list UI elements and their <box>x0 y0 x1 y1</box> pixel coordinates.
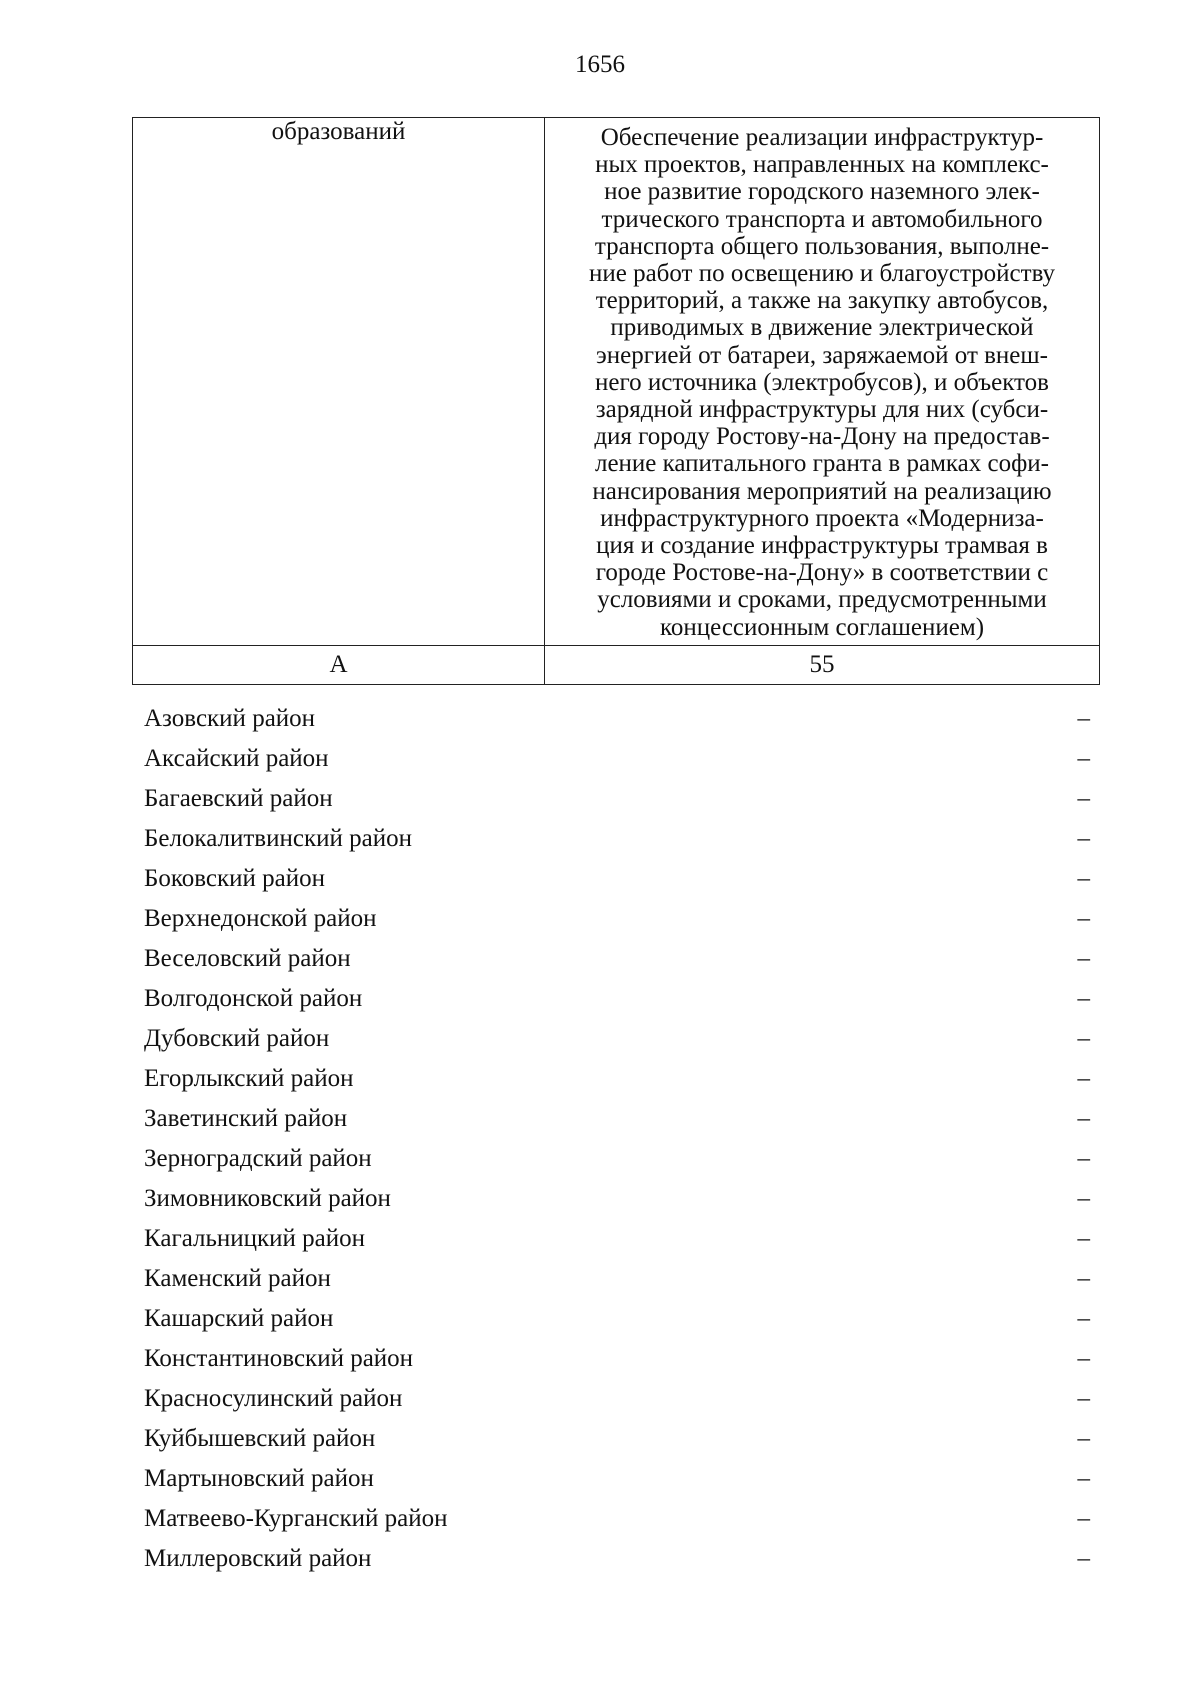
district-name: Заветинский район <box>144 1105 348 1132</box>
header-right-line: приводимых в движение электрической <box>610 314 1034 342</box>
header-right-line: инфраструктурного проекта «Модерниза- <box>600 504 1044 532</box>
district-name: Константиновский район <box>144 1345 414 1372</box>
list-item <box>132 1099 1100 1139</box>
district-name: Багаевский район <box>144 785 333 812</box>
district-value: – <box>1077 1185 1090 1212</box>
list-item <box>132 1299 1100 1339</box>
list-item <box>132 1379 1100 1419</box>
district-value: – <box>1077 1345 1090 1372</box>
column-index-row <box>133 645 1100 684</box>
district-name: Куйбышевский район <box>144 1425 376 1452</box>
district-value: – <box>1077 825 1090 852</box>
header-right-text <box>545 118 1099 645</box>
district-name: Волгодонской район <box>144 985 363 1012</box>
list-item <box>132 1219 1100 1259</box>
district-value: – <box>1077 1505 1090 1532</box>
district-name: Веселовский район <box>144 945 351 972</box>
list-item <box>132 899 1100 939</box>
district-list <box>132 699 1100 1579</box>
header-right-line: энергией от батареи, заряжаемой от внеш- <box>596 341 1048 369</box>
list-item <box>132 699 1100 739</box>
district-value: – <box>1077 745 1090 772</box>
district-name: Дубовский район <box>144 1025 330 1052</box>
district-name: Зимовниковский район <box>144 1185 391 1212</box>
list-item <box>132 1179 1100 1219</box>
district-value: – <box>1077 1545 1090 1572</box>
list-item <box>132 779 1100 819</box>
district-value: – <box>1077 1105 1090 1132</box>
page-number: 1656 <box>575 51 625 78</box>
header-right-line: Обеспечение реализации инфраструктур- <box>600 124 1044 151</box>
district-name: Кашарский район <box>144 1305 334 1332</box>
list-item <box>132 1499 1100 1539</box>
district-name: Каменский район <box>144 1265 331 1292</box>
district-value: – <box>1077 1385 1090 1412</box>
district-value: – <box>1077 1225 1090 1252</box>
header-right-line: транспорта общего пользования, выполне- <box>594 232 1050 260</box>
header-right-line: него источника (электробусов), и объектов <box>595 368 1049 396</box>
header-right-line: дия городу Ростову-на-Дону на предостав- <box>594 423 1050 451</box>
district-name: Егорлыкский район <box>144 1065 354 1092</box>
district-value: – <box>1077 865 1090 892</box>
list-item <box>132 979 1100 1019</box>
district-name: Кагальницкий район <box>144 1225 366 1252</box>
list-item <box>132 1419 1100 1459</box>
header-right-line: зарядной инфраструктуры для них (субси- <box>595 396 1049 424</box>
district-value: – <box>1077 1465 1090 1492</box>
header-right-line: территорий, а также на закупку автобусов, <box>595 287 1049 315</box>
header-right-line: ление капитального гранта в рамках софи- <box>594 450 1050 478</box>
district-name: Красносулинский район <box>144 1385 403 1412</box>
district-value: – <box>1077 1145 1090 1172</box>
list-item <box>132 939 1100 979</box>
list-item <box>132 1139 1100 1179</box>
district-value: – <box>1077 1025 1090 1052</box>
header-right-line: ция и создание инфраструктуры трамвая в <box>596 532 1048 560</box>
district-value: – <box>1077 705 1090 732</box>
header-row <box>133 118 1100 646</box>
list-item <box>132 859 1100 899</box>
district-value: – <box>1077 785 1090 812</box>
list-item <box>132 1259 1100 1299</box>
district-name: Верхнедонской район <box>144 905 377 932</box>
list-item <box>132 739 1100 779</box>
header-right-line: нансирования мероприятий на реализацию <box>592 477 1052 505</box>
header-left-text: образований <box>271 118 406 145</box>
district-name: Боковский район <box>144 865 325 892</box>
header-right-line: условиями и сроками, предусмотренными <box>597 586 1047 614</box>
header-right-line: городе Ростове-на-Дону» в соответствии с <box>595 559 1049 587</box>
district-name: Азовский район <box>144 705 316 732</box>
list-item <box>132 1059 1100 1099</box>
district-name: Зерноградский район <box>144 1145 372 1172</box>
district-value: – <box>1077 1305 1090 1332</box>
district-name: Матвеево-Курганский район <box>144 1505 448 1532</box>
list-item <box>132 819 1100 859</box>
column-index-right: 55 <box>545 645 1100 684</box>
column-index-left: А <box>133 645 545 684</box>
header-right-line: ное развитие городского наземного элек- <box>604 178 1040 206</box>
district-name: Миллеровский район <box>144 1545 372 1572</box>
header-cell-left <box>133 118 545 646</box>
header-table <box>132 117 1100 685</box>
list-item <box>132 1539 1100 1579</box>
district-name: Белокалитвинский район <box>144 825 412 852</box>
district-name: Мартыновский район <box>144 1465 374 1492</box>
district-value: – <box>1077 1425 1090 1452</box>
header-right-line: концессионным соглашением) <box>659 613 985 641</box>
list-item <box>132 1459 1100 1499</box>
header-right-line: трического транспорта и автомобильного <box>601 205 1043 233</box>
district-value: – <box>1077 1065 1090 1092</box>
header-cell-right <box>545 118 1100 646</box>
list-item <box>132 1019 1100 1059</box>
district-value: – <box>1077 985 1090 1012</box>
district-name: Аксайский район <box>144 745 329 772</box>
district-value: – <box>1077 905 1090 932</box>
district-value: – <box>1077 1265 1090 1292</box>
list-item <box>132 1339 1100 1379</box>
district-value: – <box>1077 945 1090 972</box>
header-right-line: ние работ по освещению и благоустройству <box>588 260 1056 288</box>
header-right-line: ных проектов, направленных на комплекс- <box>595 151 1049 179</box>
